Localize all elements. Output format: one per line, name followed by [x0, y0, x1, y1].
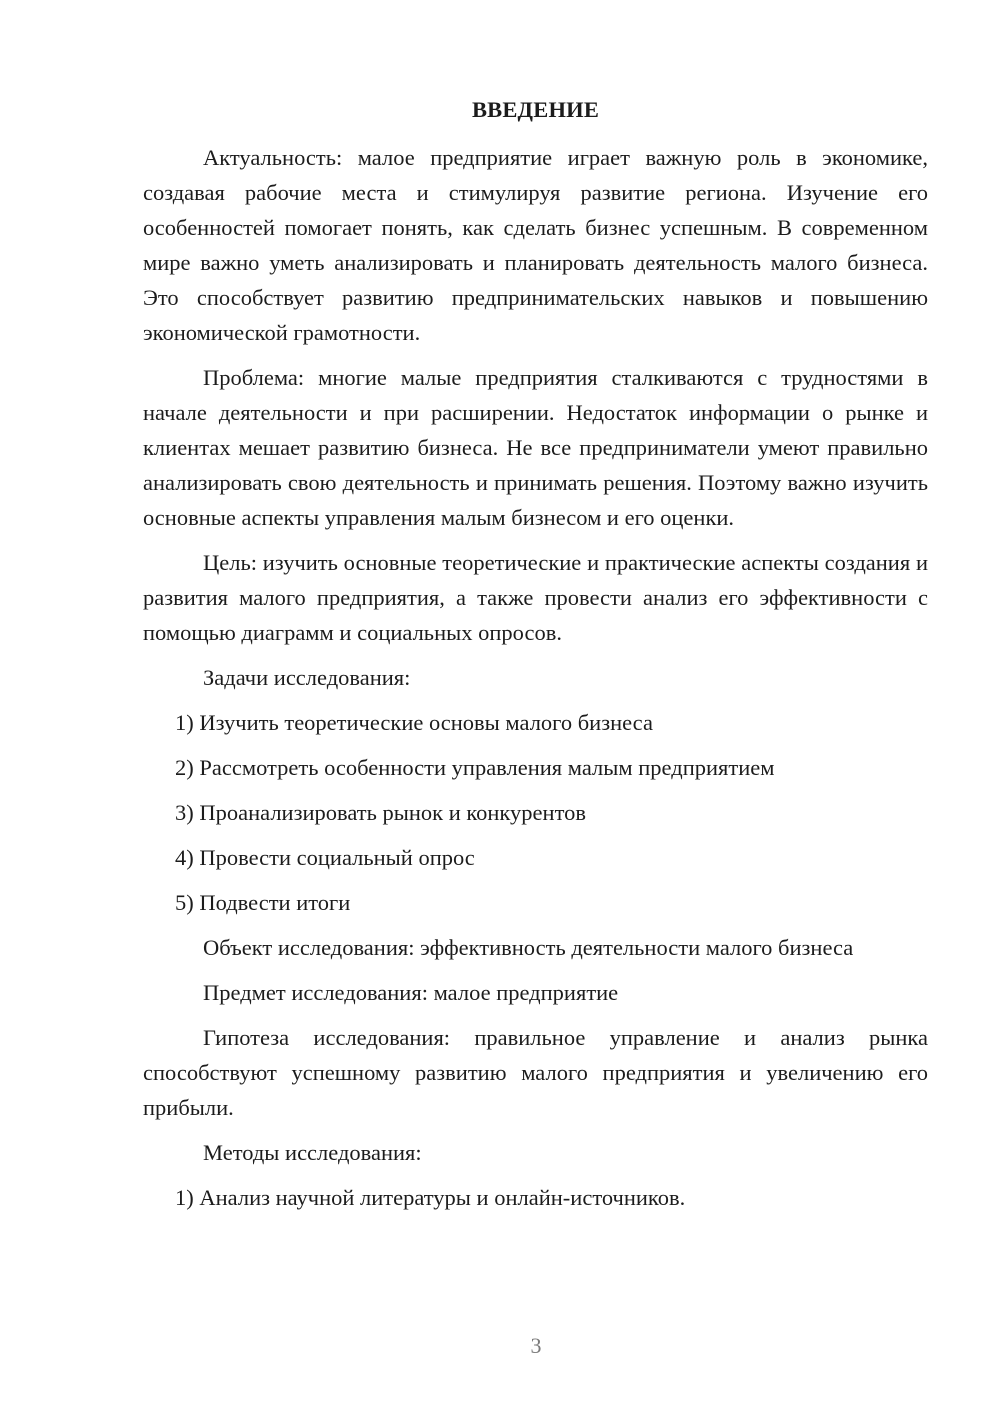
task-item: 2) Рассмотреть особенности управления малым предприятием: [175, 755, 775, 780]
research-object: Объект исследования: эффективность деятельности малого бизнеса: [203, 935, 854, 960]
page-title: ВВЕДЕНИЕ: [471, 97, 600, 122]
page-number: 3: [530, 1333, 542, 1358]
task-item: 4) Провести социальный опрос: [175, 845, 475, 870]
hypothesis-paragraph: Гипотеза исследования: правильное управление и анализ рынка способствуют успешному развитию малого предприятия и увеличению его прибыли.: [143, 1025, 928, 1120]
methods-heading: Методы исследования:: [203, 1140, 422, 1165]
relevance-paragraph: Актуальность: малое предприятие играет важную роль в экономике, создавая рабочие места и стимулируя развитие региона. Изучение его особенностей помогает понять, как сделать бизнес успешным. В современном мире важно уметь анализировать и планировать деятельность малого бизнеса. Это способствует развитию предпринимательских навыков и повышению экономической грамотности.: [143, 145, 928, 345]
tasks-heading: Задачи исследования:: [203, 665, 411, 690]
task-item: 5) Подвести итоги: [175, 890, 351, 915]
problem-paragraph: Проблема: многие малые предприятия сталкиваются с трудностями в начале деятельности и при расширении. Недостаток информации о рынке и клиентах мешает развитию бизнеса. Не все предприниматели умеют правильно анализировать свою деятельность и принимать решения. Поэтому важно изучить основные аспекты управления малым бизнесом и его оценки.: [143, 365, 928, 530]
task-item: 3) Проанализировать рынок и конкурентов: [175, 800, 586, 825]
page-content: [143, 94, 928, 1225]
method-item: 1) Анализ научной литературы и онлайн-источников.: [175, 1185, 686, 1210]
research-subject: Предмет исследования: малое предприятие: [203, 980, 619, 1005]
goal-paragraph: Цель: изучить основные теоретические и практические аспекты создания и развития малого предприятия, а также провести анализ его эффективности с помощью диаграмм и социальных опросов.: [143, 550, 928, 645]
task-item: 1) Изучить теоретические основы малого бизнеса: [175, 710, 653, 735]
